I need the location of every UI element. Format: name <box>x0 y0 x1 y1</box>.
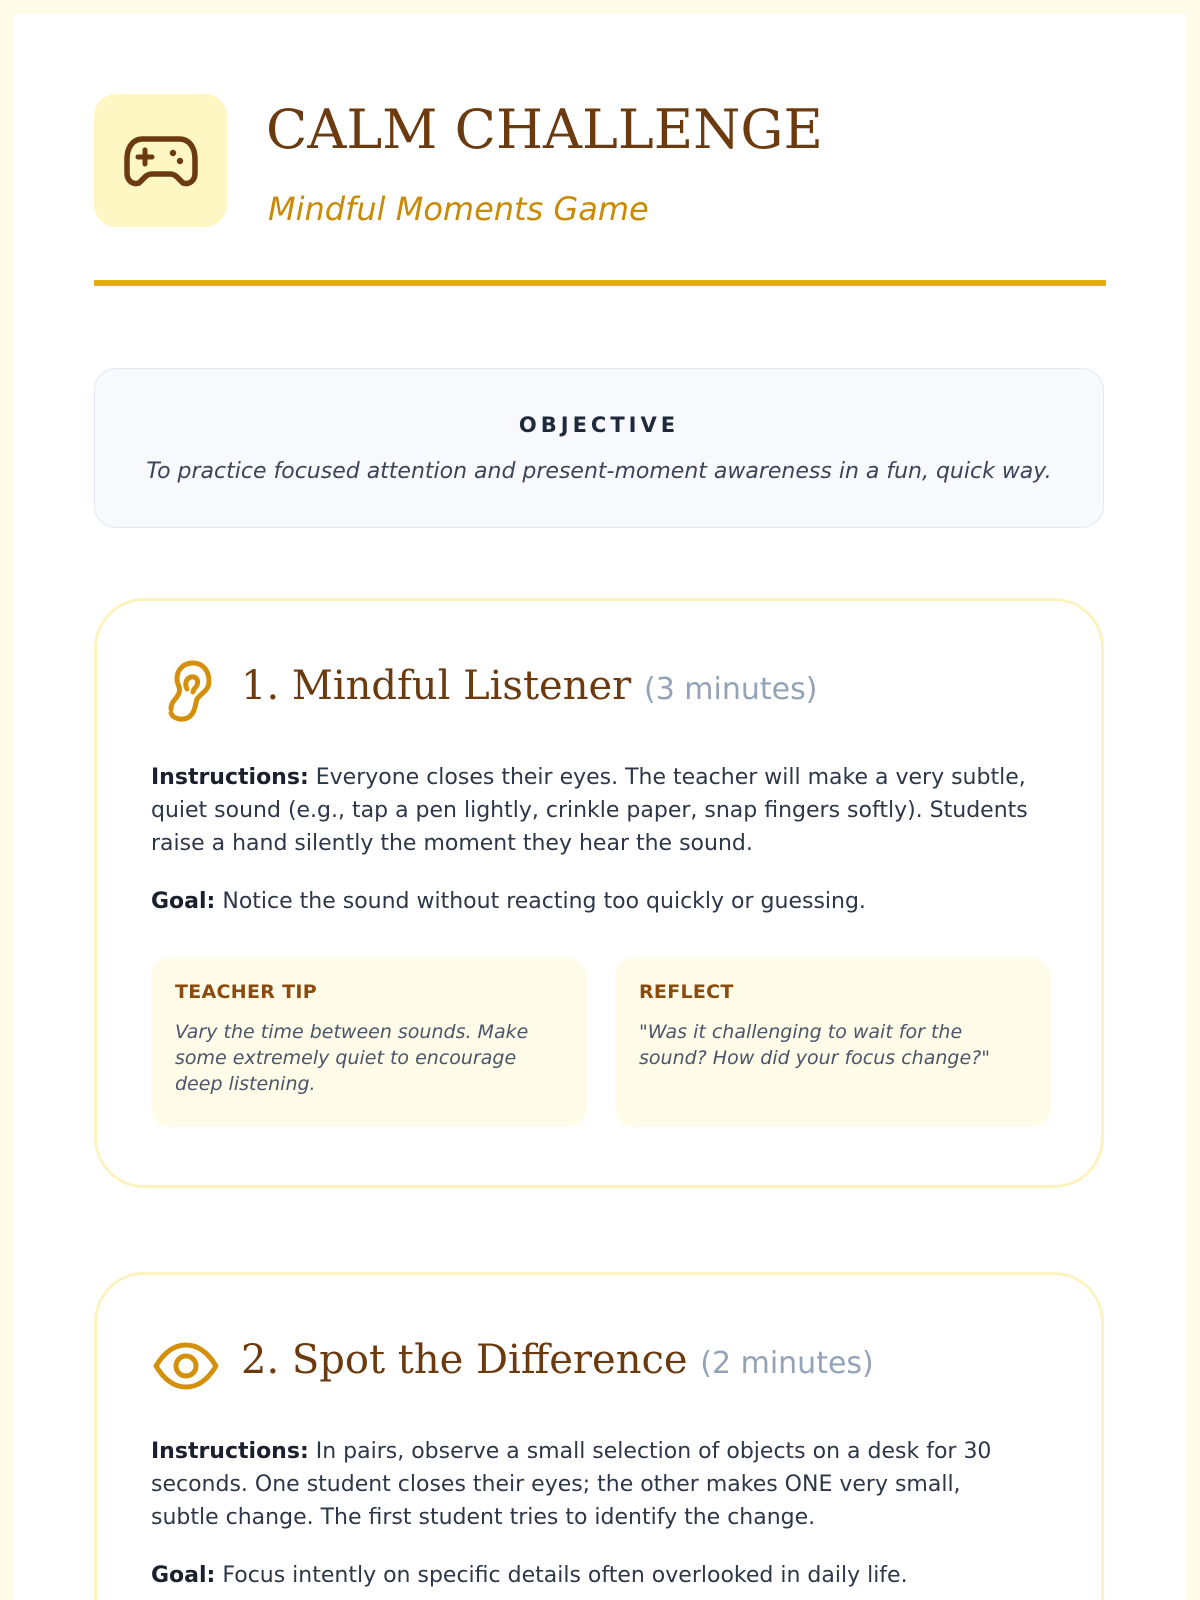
activity-duration: (3 minutes) <box>643 672 818 707</box>
goal-text: Notice the sound without reacting too quickly or guessing. <box>222 889 866 914</box>
activity-title-text: 1. Mindful Listener <box>241 663 632 709</box>
activity-title <box>241 1337 874 1383</box>
header-divider <box>94 280 1106 286</box>
teacher-tip-label: TEACHER TIP <box>175 981 317 1003</box>
goal-label: Goal: <box>151 1563 216 1588</box>
page <box>14 14 1186 1600</box>
activity-goal <box>151 1559 1031 1592</box>
page-title: CALM CHALLENGE <box>266 98 823 161</box>
eye-icon <box>151 1331 221 1401</box>
instructions-label: Instructions: <box>151 1439 309 1464</box>
activity-title <box>241 663 817 709</box>
activity-title-text: 2. Spot the Difference <box>241 1337 688 1383</box>
activity-instructions <box>151 761 1031 860</box>
activity-card <box>94 598 1104 1188</box>
logo-box <box>94 94 227 227</box>
teacher-tip-text: Vary the time between sounds. Make some extremely quiet to encourage deep listening. <box>175 1021 529 1095</box>
objective-text: To practice focused attention and present-moment awareness in a fun, quick way. <box>146 459 1052 484</box>
instructions-text: In pairs, observe a small selection of objects on a desk for 30 seconds. One student closes their eyes; the other makes ONE very small, subtle change. The first student tries to identify the change. <box>151 1439 992 1530</box>
teacher-tip-box <box>151 957 587 1127</box>
reflect-box <box>615 957 1051 1127</box>
gamepad-icon <box>123 131 199 191</box>
objective-label: OBJECTIVE <box>518 413 680 437</box>
activity-goal <box>151 885 1031 918</box>
instructions-text: Everyone closes their eyes. The teacher will make a very subtle, quiet sound (e.g., tap a pen lightly, crinkle paper, snap fingers softly). Students raise a hand silently the moment they hear the sound. <box>151 765 1028 856</box>
header <box>94 94 1106 294</box>
goal-label: Goal: <box>151 889 216 914</box>
reflect-label: REFLECT <box>639 981 734 1003</box>
reflect-text: "Was it challenging to wait for the sound? How did your focus change?" <box>639 1021 990 1069</box>
instructions-label: Instructions: <box>151 765 309 790</box>
activity-instructions <box>151 1435 1031 1534</box>
ear-icon <box>151 657 221 727</box>
page-subtitle: Mindful Moments Game <box>268 190 649 228</box>
activity-header <box>151 657 1051 727</box>
activity-card <box>94 1272 1104 1600</box>
objective-box <box>94 368 1104 528</box>
goal-text: Focus intently on specific details often overlooked in daily life. <box>222 1563 908 1588</box>
activity-duration: (2 minutes) <box>700 1346 874 1381</box>
activity-header <box>151 1331 1051 1401</box>
